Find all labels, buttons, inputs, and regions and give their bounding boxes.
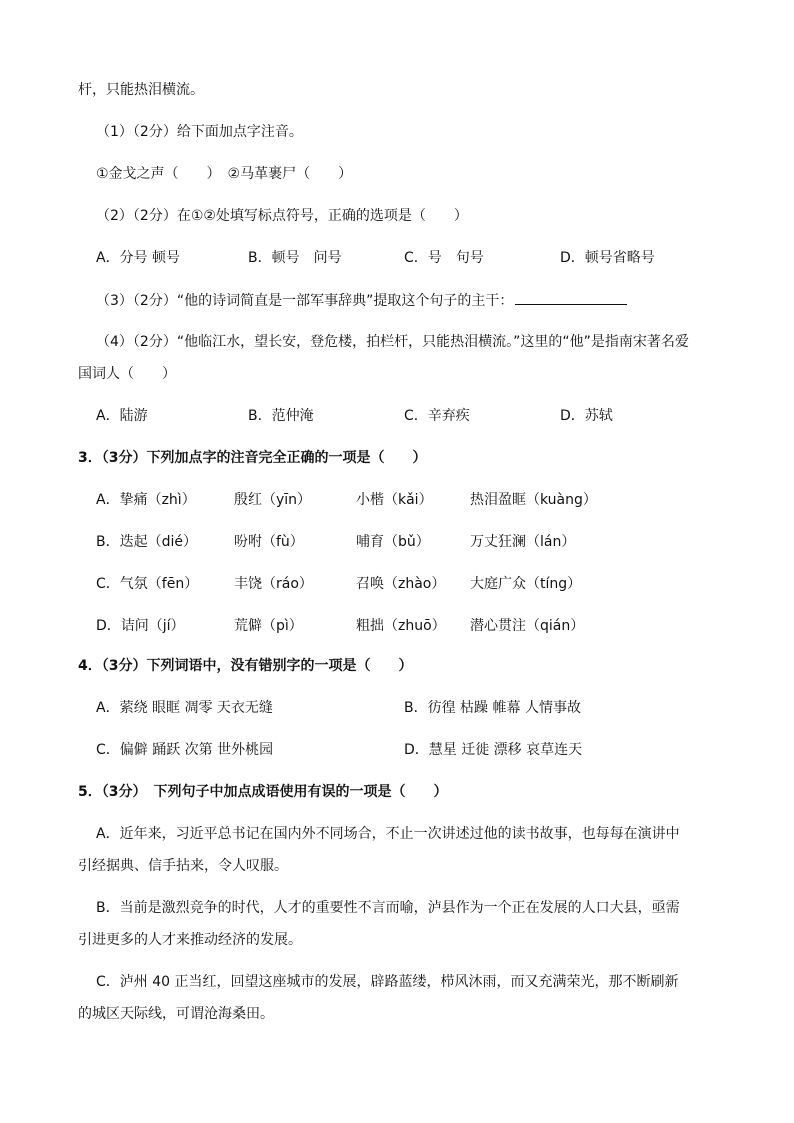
q3-row-a-4: 热泪盈眶（kuàng）: [470, 492, 597, 508]
q3-row-c-2: 丰饶（ráo）: [234, 576, 313, 592]
q4-option-c: C．偏僻 踊跃 次第 世外桃园: [96, 742, 274, 758]
q5-option-a-line1: A．近年来，习近平总书记在国内外不同场合，不止一次讲述过他的读书故事，也每每在演讲中: [96, 826, 680, 842]
q2-sub4-line1: （4）（2分）“他临江水，望长安，登危楼，拍栏杆，只能热泪横流。”这里的“他”是指南宋著名爱: [96, 334, 689, 350]
q3-row-a-2: 殷红（yīn）: [234, 492, 312, 508]
q2-sub1: （1）（2分）给下面加点字注音。: [96, 124, 303, 140]
q2-sub4-line2: 国词人（ ）: [78, 366, 176, 382]
q5-option-c-line1: C．泸州 40 正当红，回望这座城市的发展，辟路蓝缕，栉风沐雨，而又充满荣光，那不断刷新: [96, 974, 679, 990]
q5-option-c-line2: 的城区天际线，可谓沧海桑田。: [78, 1006, 274, 1022]
q5-option-b-line2: 引进更多的人才来推动经济的发展。: [78, 932, 302, 948]
q3-stem: 3．（3分）下列加点字的注音完全正确的一项是（ ）: [78, 450, 427, 466]
q4-option-b: B．彷徨 枯躁 帷幕 人情事故: [404, 700, 581, 716]
q2-sub2: （2）（2分）在①②处填写标点符号，正确的选项是（ ）: [96, 208, 468, 224]
answer-blank: [515, 290, 627, 305]
q4-option-d: D．慧星 迁徙 漂移 哀草连天: [404, 742, 583, 758]
q2-sub3: [96, 290, 627, 311]
q3-row-b-4: 万丈狂澜（lán）: [470, 534, 576, 550]
q5-option-b-line1: B．当前是激烈竞争的时代，人才的重要性不言而喻，泸县作为一个正在发展的人口大县，亟需: [96, 900, 680, 916]
q3-row-a-1: A．挚痛（zhì）: [96, 492, 196, 508]
q3-row-a-3: 小楷（kǎi）: [356, 492, 433, 508]
q4-stem: 4．（3分）下列词语中，没有错别字的一项是（ ）: [78, 658, 413, 674]
q2-sub2-option-b: B．顿号 问号: [248, 250, 342, 266]
q2-sub4-option-c: C．辛弃疾: [404, 408, 470, 424]
q3-row-c-1: C．气氛（fēn）: [96, 576, 199, 592]
q2-sub4-option-d: D．苏轼: [560, 408, 613, 424]
q3-row-c-3: 召唤（zhào）: [356, 576, 446, 592]
q2-sub3-text: （3）（2分）“他的诗词简直是一部军事辞典”提取这个句子的主干：: [96, 293, 514, 309]
q3-row-d-4: 潜心贯注（qián）: [470, 618, 585, 634]
q3-row-d-2: 荒僻（pì）: [234, 618, 303, 634]
q2-sub2-option-c: C．号 句号: [404, 250, 484, 266]
q2-sub1-items: ①金戈之声（ ） ②马革裹尸（ ）: [96, 166, 353, 182]
q3-row-b-3: 哺育（bǔ）: [356, 534, 430, 550]
q3-row-c-4: 大庭广众（tíng）: [470, 576, 582, 592]
q2-sub4-option-b: B．范仲淹: [248, 408, 314, 424]
q5-stem: 5．（3分） 下列句子中加点成语使用有误的一项是（ ）: [78, 784, 448, 800]
q3-row-d-1: D．诘问（jí）: [96, 618, 185, 634]
q2-sub4-option-a: A．陆游: [96, 408, 148, 424]
q4-option-a: A．萦绕 眼眶 凋零 天衣无缝: [96, 700, 273, 716]
q3-row-d-3: 粗拙（zhuō）: [356, 618, 446, 634]
q3-row-b-2: 吩咐（fù）: [234, 534, 304, 550]
q2-sub2-option-a: A．分号 顿号: [96, 250, 181, 266]
q2-sub2-option-d: D．顿号省略号: [560, 250, 655, 266]
intro-tail: 杆，只能热泪横流。: [78, 82, 204, 98]
q3-row-b-1: B．迭起（dié）: [96, 534, 197, 550]
q5-option-a-line2: 引经据典、信手拈来，令人叹服。: [78, 858, 288, 874]
